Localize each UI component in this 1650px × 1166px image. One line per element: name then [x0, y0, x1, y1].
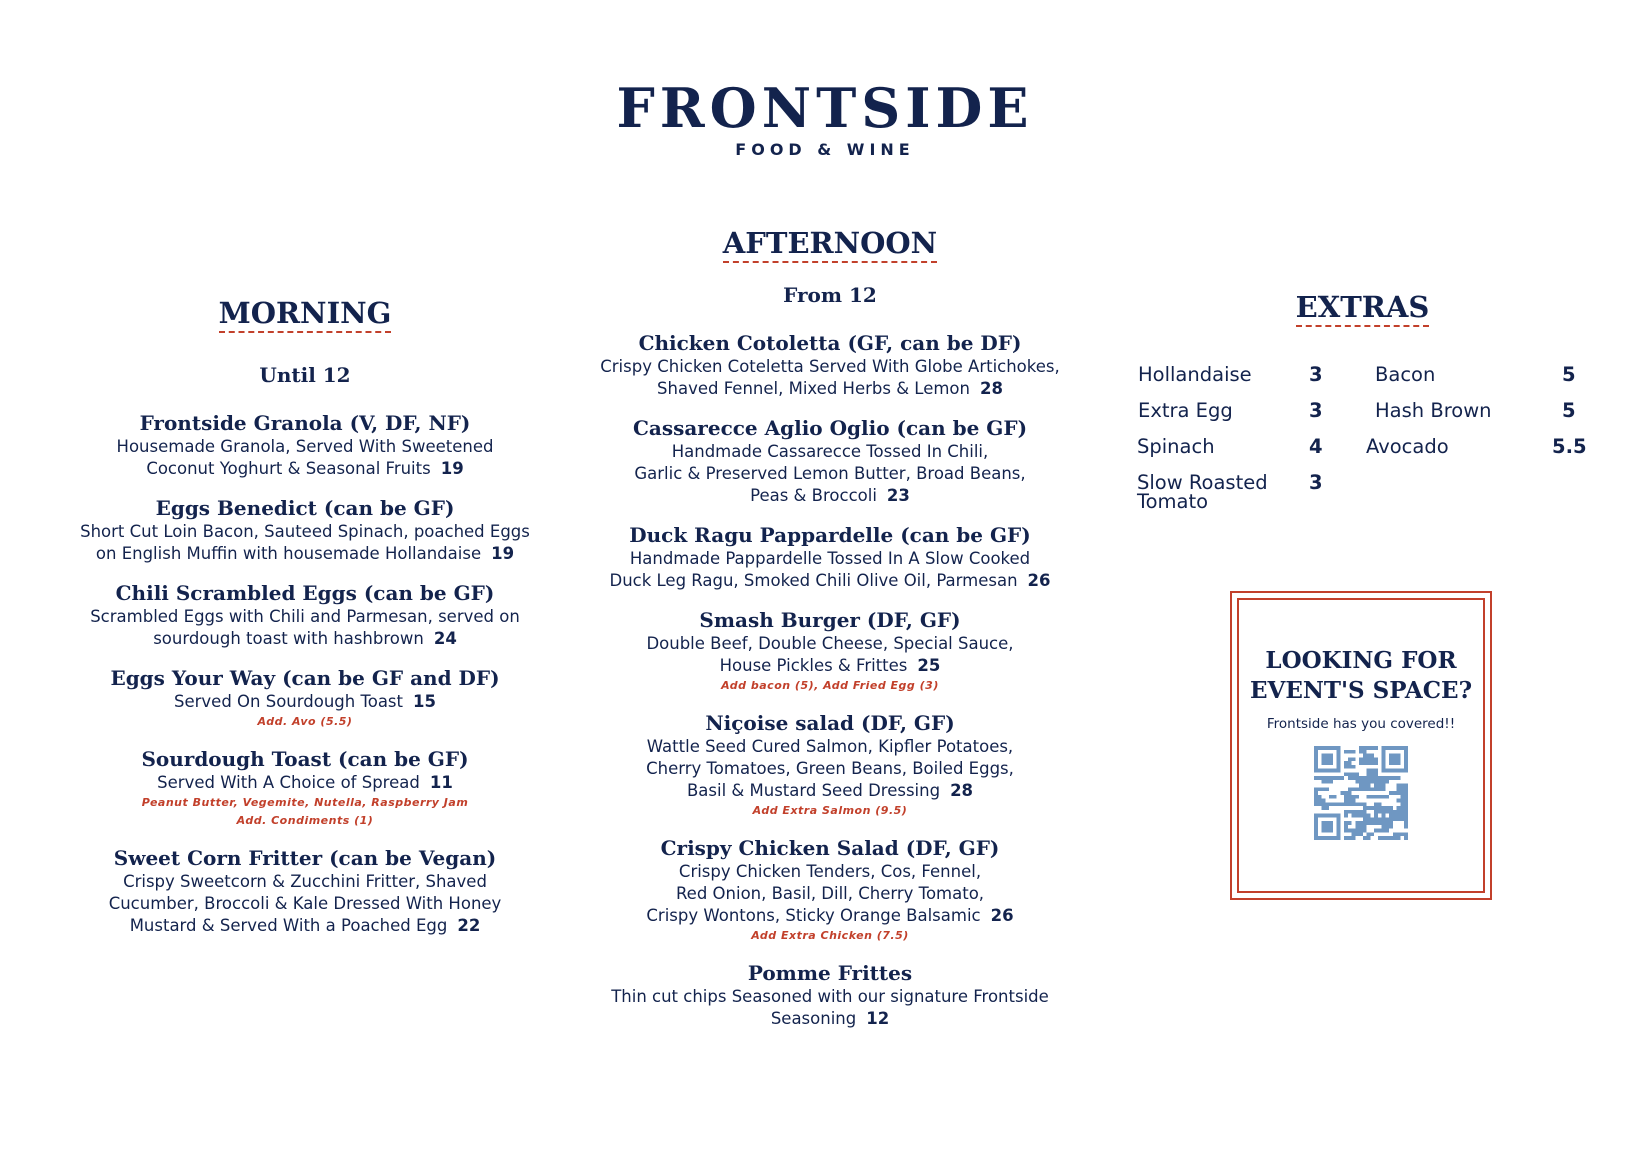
menu-item-name: Chicken Cotoletta (GF, can be DF)	[638, 331, 1022, 355]
section-time-afternoon: From 12	[783, 283, 877, 307]
menu-item-description	[580, 356, 1080, 400]
extra-item	[1375, 399, 1576, 422]
menu-item-description	[60, 606, 550, 650]
description-line: Shaved Fennel, Mixed Herbs & Lemon 28	[657, 379, 1003, 398]
description-line: Served On Sourdough Toast 15	[174, 692, 436, 711]
menu-item-description	[580, 548, 1080, 592]
description-line: Wattle Seed Cured Salmon, Kipfler Potatoes,	[646, 737, 1014, 756]
event-subtitle: Frontside has you covered!!	[1266, 716, 1456, 732]
extra-name: Slow Roasted Tomato	[1137, 471, 1268, 513]
extra-item	[1366, 435, 1587, 458]
menu-item-description	[580, 736, 1080, 802]
description-line: Thin cut chips Seasoned with our signature Frontside	[611, 987, 1049, 1006]
description-line: Cherry Tomatoes, Green Beans, Boiled Eggs,	[646, 759, 1014, 778]
menu-item-description	[580, 441, 1080, 507]
menu-item-description	[580, 986, 1080, 1030]
menu-item-name: Eggs Benedict (can be GF)	[155, 496, 455, 520]
menu-item	[580, 608, 1080, 695]
description-line: Cucumber, Broccoli & Kale Dressed With Honey	[108, 894, 502, 913]
menu-item-description	[60, 521, 550, 565]
menu-item-price: 11	[429, 773, 453, 792]
menu-item-description	[60, 691, 550, 713]
menu-item-name: Pomme Frittes	[747, 961, 913, 985]
extra-name: Hollandaise	[1138, 363, 1252, 386]
menu-item-addon-note: Add Extra Salmon (9.5)	[752, 804, 908, 817]
description-line: Crispy Chicken Tenders, Cos, Fennel,	[678, 862, 982, 881]
description-line: Handmade Cassarecce Tossed In Chili,	[671, 442, 989, 461]
menu-item-addon-note: Add bacon (5), Add Fried Egg (3)	[721, 679, 939, 692]
extra-price: 4	[1309, 435, 1323, 458]
menu-item-price: 19	[440, 459, 464, 478]
morning-section	[60, 296, 550, 953]
menu-item-addon-note: Add. Avo (5.5)	[257, 715, 353, 728]
description-line: Duck Leg Ragu, Smoked Chili Olive Oil, Parmesan 26	[609, 571, 1051, 590]
description-line: Double Beef, Double Cheese, Special Sauce,	[646, 634, 1014, 653]
description-line: Served With A Choice of Spread 11	[157, 773, 453, 792]
menu-item	[60, 747, 550, 830]
menu-item-description	[60, 871, 550, 937]
description-line: sourdough toast with hashbrown 24	[153, 629, 457, 648]
menu-item	[60, 496, 550, 565]
menu-item	[580, 961, 1080, 1030]
menu-item-price: 28	[979, 379, 1003, 398]
menu-item	[580, 711, 1080, 820]
menu-item-name: Frontside Granola (V, DF, NF)	[139, 411, 471, 435]
extra-name: Extra Egg	[1138, 399, 1233, 422]
event-space-inner	[1237, 598, 1485, 893]
extra-item	[1137, 435, 1323, 458]
menu-item-description	[60, 436, 550, 480]
menu-item	[580, 836, 1080, 945]
menu-item-price: 23	[886, 486, 910, 505]
brand-title: FRONTSIDE	[616, 76, 1034, 140]
menu-item-name: Duck Ragu Pappardelle (can be GF)	[629, 523, 1031, 547]
menu-item-name: Sweet Corn Fritter (can be Vegan)	[113, 846, 497, 870]
description-line: Seasoning 12	[770, 1009, 890, 1028]
menu-item-price: 12	[866, 1009, 890, 1028]
menu-item-price: 28	[950, 781, 974, 800]
afternoon-section	[580, 226, 1080, 1046]
menu-item-name: Crispy Chicken Salad (DF, GF)	[660, 836, 1000, 860]
event-space-box	[1230, 591, 1492, 900]
menu-item-name: Smash Burger (DF, GF)	[699, 608, 961, 632]
extra-price: 3	[1309, 471, 1323, 494]
extra-item	[1375, 363, 1576, 386]
description-line: Mustard & Served With a Poached Egg 22	[129, 916, 481, 935]
menu-item	[580, 416, 1080, 507]
menu-item-addon-note: Add. Condiments (1)	[236, 814, 374, 827]
afternoon-items	[580, 331, 1080, 1030]
description-line: Red Onion, Basil, Dill, Cherry Tomato,	[675, 884, 985, 903]
menu-item-description	[60, 772, 550, 794]
event-title-line1: LOOKING FOR	[1265, 647, 1457, 674]
menu-item	[580, 331, 1080, 400]
menu-item	[60, 846, 550, 937]
extra-price: 5.5	[1552, 435, 1587, 458]
menu-item-description	[580, 633, 1080, 677]
menu-item-addon-note: Peanut Butter, Vegemite, Nutella, Raspberry Jam	[141, 796, 469, 809]
description-line: Scrambled Eggs with Chili and Parmesan, served on	[90, 607, 520, 626]
extra-price: 3	[1309, 399, 1323, 422]
description-line: Crispy Wontons, Sticky Orange Balsamic 26	[646, 906, 1014, 925]
extra-item	[1138, 399, 1323, 422]
extra-item	[1138, 363, 1323, 386]
description-line: Crispy Chicken Coteletta Served With Globe Artichokes,	[600, 357, 1060, 376]
section-title-morning: MORNING	[219, 296, 392, 333]
description-line: House Pickles & Frittes 25	[719, 656, 941, 675]
description-line: Garlic & Preserved Lemon Butter, Broad Beans,	[634, 464, 1026, 483]
extra-item	[1137, 471, 1323, 513]
event-title	[1239, 646, 1483, 706]
description-line: on English Muffin with housemade Hollandaise 19	[95, 544, 515, 563]
description-line: Short Cut Loin Bacon, Sauteed Spinach, poached Eggs	[80, 522, 530, 541]
menu-item-name: Niçoise salad (DF, GF)	[705, 711, 955, 735]
menu-item-name: Eggs Your Way (can be GF and DF)	[110, 666, 500, 690]
menu-item	[60, 581, 550, 650]
description-line: Basil & Mustard Seed Dressing 28	[686, 781, 974, 800]
menu-item-description	[580, 861, 1080, 927]
morning-items	[60, 411, 550, 937]
extras-section	[1125, 290, 1600, 327]
section-time-morning: Until 12	[259, 363, 351, 387]
menu-item-price: 26	[990, 906, 1014, 925]
menu-item-name: Sourdough Toast (can be GF)	[141, 747, 469, 771]
menu-item-name: Cassarecce Aglio Oglio (can be GF)	[632, 416, 1028, 440]
section-title-afternoon: AFTERNOON	[723, 226, 937, 263]
menu-item-price: 22	[457, 916, 481, 935]
extra-name: Hash Brown	[1375, 399, 1492, 422]
extra-name: Spinach	[1137, 435, 1215, 458]
menu-item-price: 15	[413, 692, 436, 711]
menu-item	[60, 666, 550, 731]
description-line: Crispy Sweetcorn & Zucchini Fritter, Shaved	[123, 872, 487, 891]
menu-item-price: 19	[491, 544, 515, 563]
extra-name: Avocado	[1366, 435, 1449, 458]
extra-price: 5	[1562, 399, 1576, 422]
brand-header	[0, 78, 1650, 159]
extra-name: Bacon	[1375, 363, 1436, 386]
event-title-line2: EVENT'S SPACE?	[1249, 677, 1473, 704]
description-line: Coconut Yoghurt & Seasonal Fruits 19	[146, 459, 464, 478]
menu-item	[580, 523, 1080, 592]
extra-price: 5	[1562, 363, 1576, 386]
menu-item-price: 25	[917, 656, 941, 675]
extra-price: 3	[1309, 363, 1323, 386]
qr-code-icon[interactable]	[1314, 746, 1408, 840]
description-line: Handmade Pappardelle Tossed In A Slow Cooked	[629, 549, 1031, 568]
section-title-extras: EXTRAS	[1296, 290, 1430, 327]
brand-subtitle: FOOD & WINE	[735, 140, 915, 159]
menu-item-price: 26	[1027, 571, 1051, 590]
description-line: Housemade Granola, Served With Sweetened	[116, 437, 494, 456]
menu-item-price: 24	[433, 629, 457, 648]
menu-item-addon-note: Add Extra Chicken (7.5)	[751, 929, 909, 942]
menu-item	[60, 411, 550, 480]
menu-item-name: Chili Scrambled Eggs (can be GF)	[115, 581, 495, 605]
description-line: Peas & Broccoli 23	[750, 486, 910, 505]
